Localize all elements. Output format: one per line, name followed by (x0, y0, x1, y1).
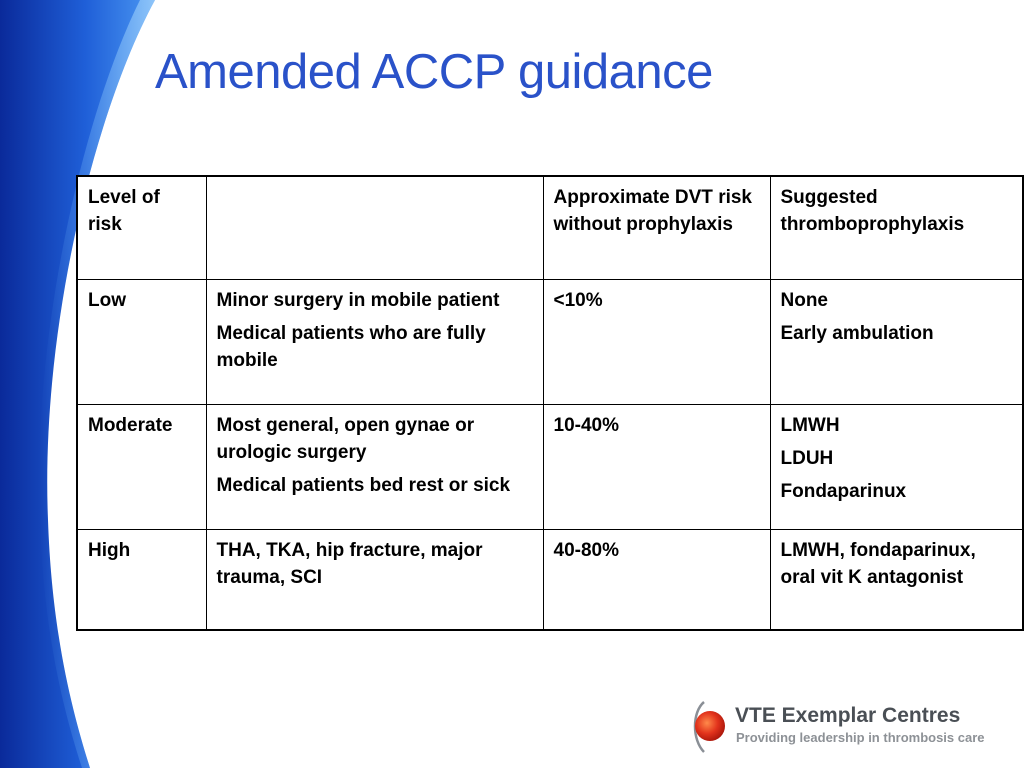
logo-tagline: Providing leadership in thrombosis care (736, 730, 985, 745)
cell-prophylaxis (770, 279, 1023, 404)
cell-risk: 40-80% (543, 529, 770, 630)
table-row-low (77, 279, 1023, 404)
cell-prophylaxis (770, 529, 1023, 630)
slide-title: Amended ACCP guidance (155, 45, 713, 99)
cell-criteria (206, 404, 543, 529)
red-sphere-icon (690, 700, 730, 754)
risk-table (76, 175, 1024, 631)
cell-level: High (77, 529, 206, 630)
criteria-line: Medical patients who are fully mobile (216, 322, 486, 371)
cell-criteria (206, 529, 543, 630)
header-level-of-risk: Level of risk (77, 176, 206, 279)
cell-criteria (206, 279, 543, 404)
header-thromboprophylaxis: Suggested thromboprophylaxis (770, 176, 1023, 279)
cell-risk: 10-40% (543, 404, 770, 529)
table-row-moderate (77, 404, 1023, 529)
prophylaxis-line: Early ambulation (780, 322, 934, 344)
prophylaxis-line: Fondaparinux (780, 480, 907, 502)
cell-level: Low (77, 279, 206, 404)
header-blank (206, 176, 543, 279)
criteria-line: Most general, open gynae or urologic surgery (216, 414, 475, 463)
prophylaxis-line: LDUH (780, 447, 834, 469)
table-row-high (77, 529, 1023, 630)
prophylaxis-line: LMWH (780, 414, 840, 436)
header-dvt-risk: Approximate DVT risk without prophylaxis (543, 176, 770, 279)
criteria-line: Medical patients bed rest or sick (216, 474, 511, 496)
vte-logo (690, 700, 1000, 754)
prophylaxis-line: None (780, 289, 828, 311)
table-header-row (77, 176, 1023, 279)
criteria-line: THA, TKA, hip fracture, major trauma, SCI (216, 539, 483, 588)
logo-name: VTE Exemplar Centres (735, 704, 961, 727)
prophylaxis-line: LMWH, fondaparinux, oral vit K antagonist (780, 539, 976, 588)
cell-level: Moderate (77, 404, 206, 529)
cell-prophylaxis (770, 404, 1023, 529)
criteria-line: Minor surgery in mobile patient (216, 289, 500, 311)
cell-risk: <10% (543, 279, 770, 404)
